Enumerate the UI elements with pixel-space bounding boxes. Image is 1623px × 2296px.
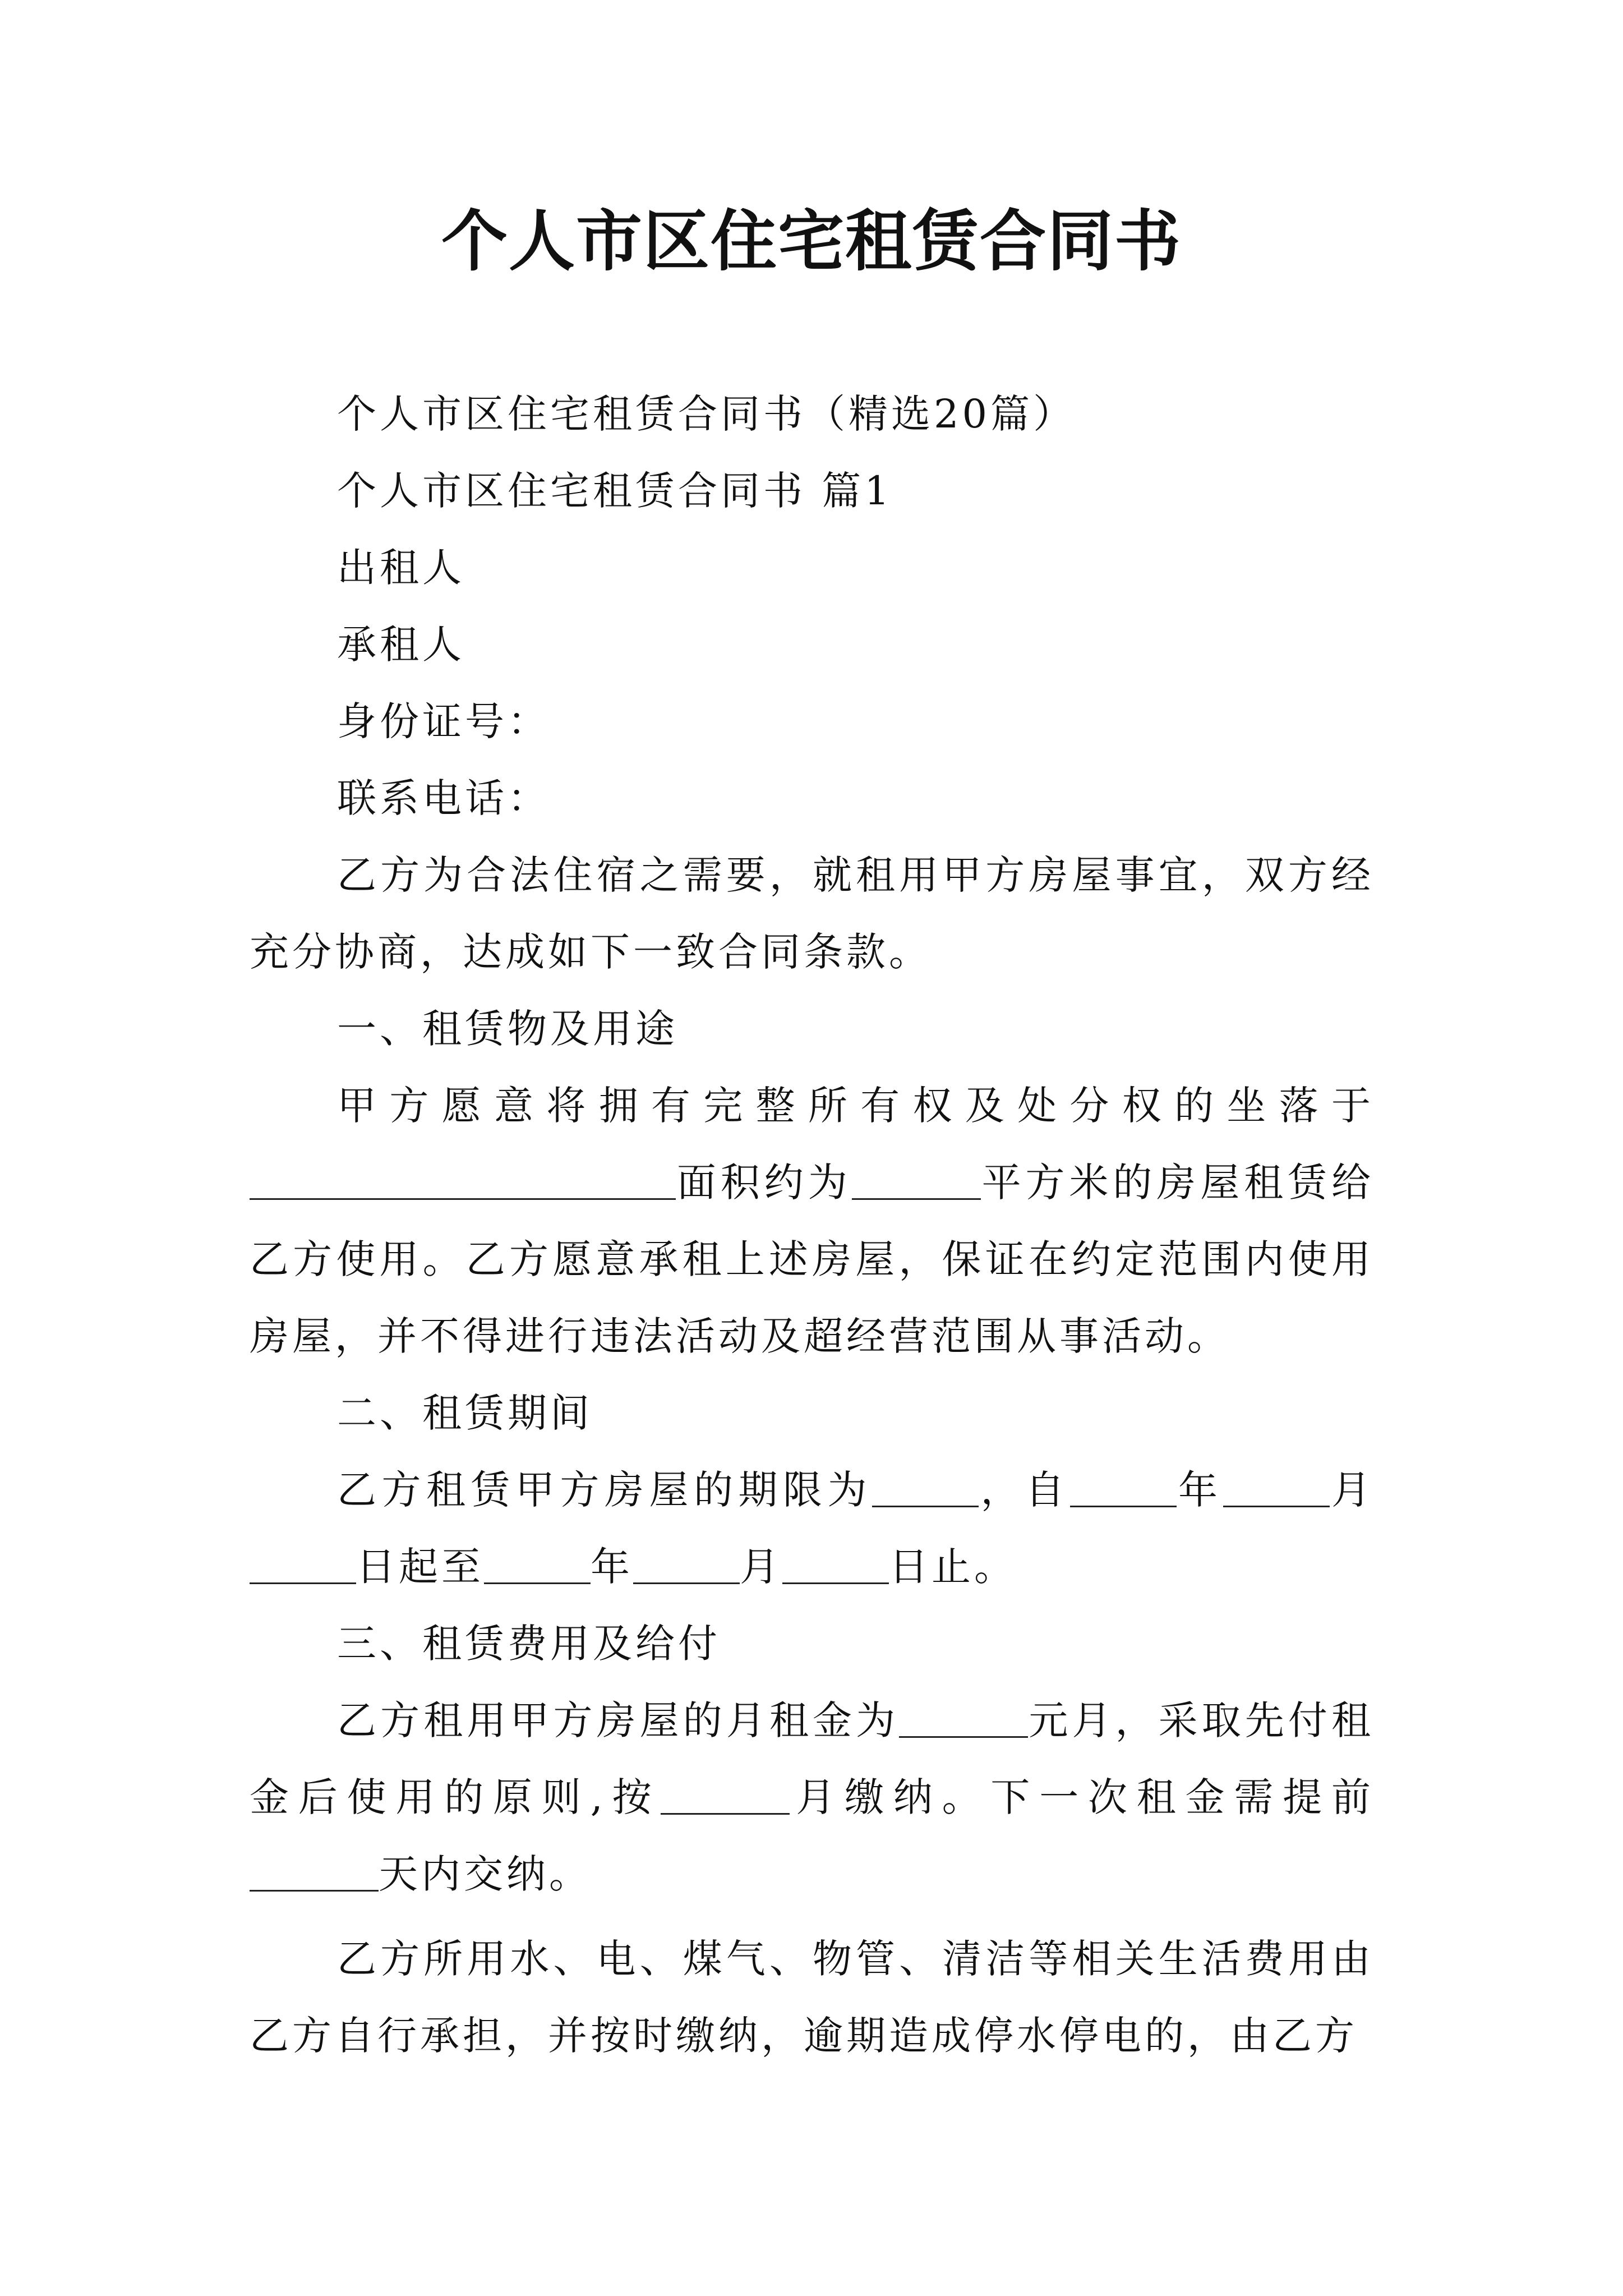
clause-3-text-b: 元月，采取先付租金后使用的原则,按 [250, 1697, 1375, 1820]
clause-3-paragraph-2: 乙方所用水、电、煤气、物管、清洁等相关生活费用由乙方自行承担，并按时缴纳，逾期造成停水停电的，由乙方 [250, 1936, 1374, 2059]
clause-3-text-c: 月缴纳。下一次租金需提前 [790, 1774, 1374, 1820]
end-day-blank[interactable] [782, 1545, 889, 1585]
clause-2-text-c: 年 [1176, 1467, 1223, 1513]
clause-1-paragraph [250, 1068, 1374, 1375]
start-month-blank[interactable] [1223, 1469, 1330, 1508]
clause-1-text-a: 甲方愿意将拥有完整所有权及处分权的坐落于 [337, 1083, 1374, 1129]
clause-2-text-d: 月 [1329, 1467, 1374, 1513]
term-blank[interactable] [872, 1469, 979, 1508]
advance-days-blank[interactable] [250, 1853, 379, 1892]
start-day-blank[interactable] [250, 1545, 356, 1585]
start-year-blank[interactable] [1070, 1469, 1177, 1508]
clause-3-text-a: 乙方租用甲方房屋的月租金为 [337, 1697, 900, 1743]
clause-2-text-h: 日止。 [889, 1544, 1017, 1590]
clause-1-text-c: 平方米的房屋租赁给乙方使用。乙方愿意承租上述房屋，保证在约定范围内使用房屋，并不得进行违法活动及超经营范围从事活动。 [250, 1159, 1375, 1359]
clause-2-text-a: 乙方租赁甲方房屋的期限为 [337, 1467, 872, 1513]
clause-2-text-f: 年 [591, 1544, 633, 1590]
field-lessor: 出租人 [337, 545, 465, 591]
document-title: 个人市区住宅租赁合同书 [441, 202, 1182, 280]
monthly-rent-blank[interactable] [899, 1699, 1028, 1738]
clause-3-heading: 三、租赁费用及给付 [337, 1621, 721, 1667]
location-blank[interactable] [250, 1161, 676, 1200]
clause-3-paragraph [250, 1682, 1374, 1913]
area-blank[interactable] [852, 1161, 981, 1200]
clause-3-text-d: 天内交纳。 [379, 1851, 592, 1897]
field-id-number: 身份证号： [337, 698, 550, 744]
payment-period-blank[interactable] [661, 1776, 790, 1815]
section-heading: 个人市区住宅租赁合同书 篇1 [337, 468, 893, 514]
clause-1-text-b: 面积约为 [676, 1159, 852, 1205]
clause-2-text-e: 日起至 [356, 1544, 484, 1590]
clause-2-paragraph [250, 1452, 1374, 1605]
clause-2-text-g: 月 [740, 1544, 782, 1590]
subtitle: 个人市区住宅租赁合同书（精选20篇） [337, 391, 1076, 437]
end-month-blank[interactable] [633, 1545, 740, 1585]
end-year-blank[interactable] [484, 1545, 591, 1585]
clause-2-heading: 二、租赁期间 [337, 1390, 593, 1436]
field-phone: 联系电话： [337, 775, 550, 821]
clause-2-text-b: ，自 [979, 1467, 1070, 1513]
field-lessee: 承租人 [337, 622, 465, 668]
document-body [250, 376, 1374, 2074]
clause-1-heading: 一、租赁物及用途 [337, 1006, 678, 1052]
intro-paragraph: 乙方为合法住宿之需要，就租用甲方房屋事宜，双方经充分协商，达成如下一致合同条款。 [250, 852, 1374, 975]
